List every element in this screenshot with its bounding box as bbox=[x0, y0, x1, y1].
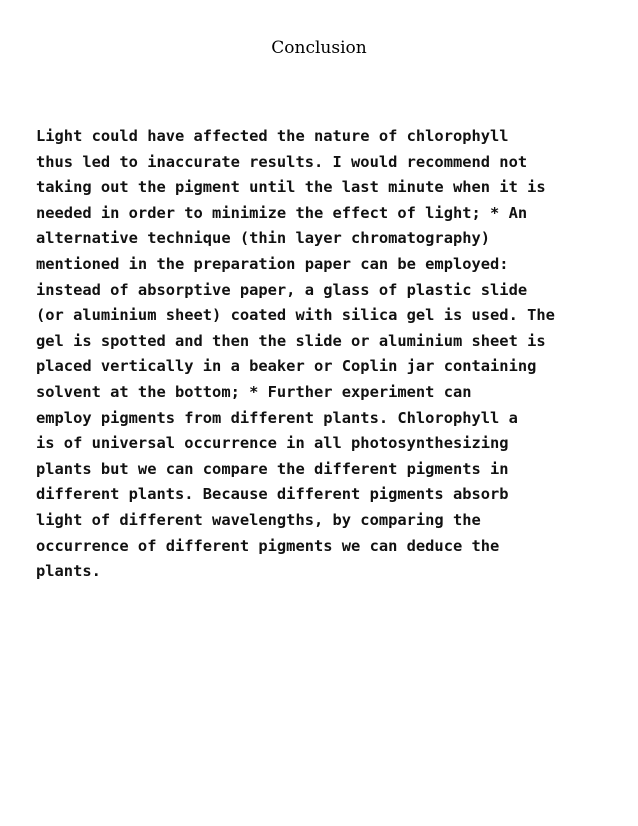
paragraph-line: placed vertically in a beaker or Coplin jar containing bbox=[36, 357, 537, 376]
paragraph-line: mentioned in the preparation paper can be employed: bbox=[36, 254, 509, 273]
paragraph-line: gel is spotted and then the slide or aluminium sheet is bbox=[36, 331, 546, 350]
page-title: Conclusion bbox=[271, 38, 367, 58]
paragraph-line: thus led to inaccurate results. I would recommend not bbox=[36, 152, 528, 171]
paragraph-line: light of different wavelengths, by comparing the bbox=[36, 510, 481, 529]
paragraph-line: (or aluminium sheet) coated with silica gel is used. The bbox=[36, 306, 555, 325]
paragraph-line: is of universal occurrence in all photosynthesizing bbox=[36, 434, 509, 453]
paragraph-line: solvent at the bottom; * Further experiment can bbox=[36, 382, 472, 401]
paragraph-line: occurrence of different pigments we can deduce the bbox=[36, 536, 500, 555]
conclusion-paragraph bbox=[36, 124, 608, 585]
paragraph-line: alternative technique (thin layer chromatography) bbox=[36, 229, 491, 248]
paragraph-line: plants but we can compare the different pigments in bbox=[36, 459, 509, 478]
paragraph-line: needed in order to minimize the effect of light; * An bbox=[36, 203, 528, 222]
paragraph-line: instead of absorptive paper, a glass of plastic slide bbox=[36, 280, 528, 299]
paragraph-line: Light could have affected the nature of chlorophyll bbox=[36, 127, 509, 145]
paragraph-line: plants. bbox=[36, 562, 101, 581]
paragraph-line: employ pigments from different plants. Chlorophyll a bbox=[36, 408, 518, 427]
paragraph-line: different plants. Because different pigments absorb bbox=[36, 485, 509, 504]
paragraph-line: taking out the pigment until the last minute when it is bbox=[36, 178, 546, 197]
